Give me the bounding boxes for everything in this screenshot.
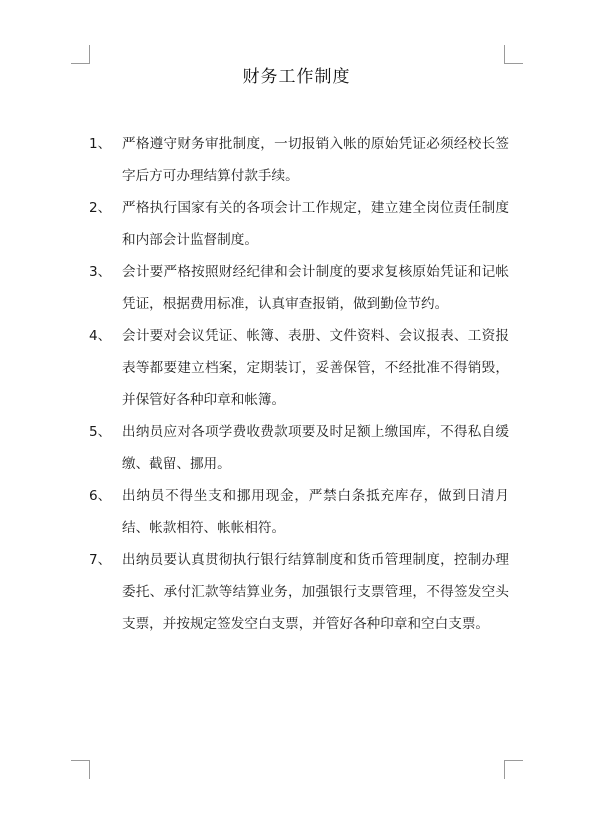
list-item [89,320,509,416]
item-number: 6、 [89,488,112,504]
item-number: 4、 [89,328,112,344]
item-text: 出纳员要认真贯彻执行银行结算制度和货币管理制度，控制办理委托、承付汇款等结算业务，加强银行支票管理，不得签发空头支票，并按规定签发空白支票，并管好各种印章和空白支票。 [122,552,509,632]
rules-list [89,128,509,640]
item-number: 5、 [89,424,112,440]
list-item [89,256,509,320]
crop-mark-bottom-left [71,760,90,779]
list-item [89,192,509,256]
item-text: 会计要对会议凭证、帐簿、表册、文件资料、会议报表、工资报表等都要建立档案，定期装订，妥善保管，不经批准不得销毁，并保管好各种印章和帐簿。 [122,328,509,408]
item-text: 会计要严格按照财经纪律和会计制度的要求复核原始凭证和记帐凭证，根据费用标准，认真审查报销，做到勤俭节约。 [122,264,509,312]
item-number: 3、 [89,264,112,280]
document-title: 财务工作制度 [242,67,351,87]
list-item [89,544,509,640]
list-item [89,416,509,480]
crop-mark-top-right [504,45,523,64]
list-item [89,480,509,544]
item-number: 7、 [89,552,112,568]
item-number: 2、 [89,200,112,216]
item-number: 1、 [89,136,112,152]
crop-mark-top-left [71,45,90,64]
crop-mark-bottom-right [504,760,523,779]
item-text: 出纳员应对各项学费收费款项要及时足额上缴国库，不得私自缓缴、截留、挪用。 [122,424,509,472]
item-text: 严格执行国家有关的各项会计工作规定，建立建全岗位责任制度和内部会计监督制度。 [122,200,509,248]
item-text: 出纳员不得坐支和挪用现金，严禁白条抵充库存，做到日清月结、帐款相符、帐帐相符。 [122,488,509,536]
item-text: 严格遵守财务审批制度，一切报销入帐的原始凭证必须经校长签字后方可办理结算付款手续。 [122,136,509,184]
list-item [89,128,509,192]
